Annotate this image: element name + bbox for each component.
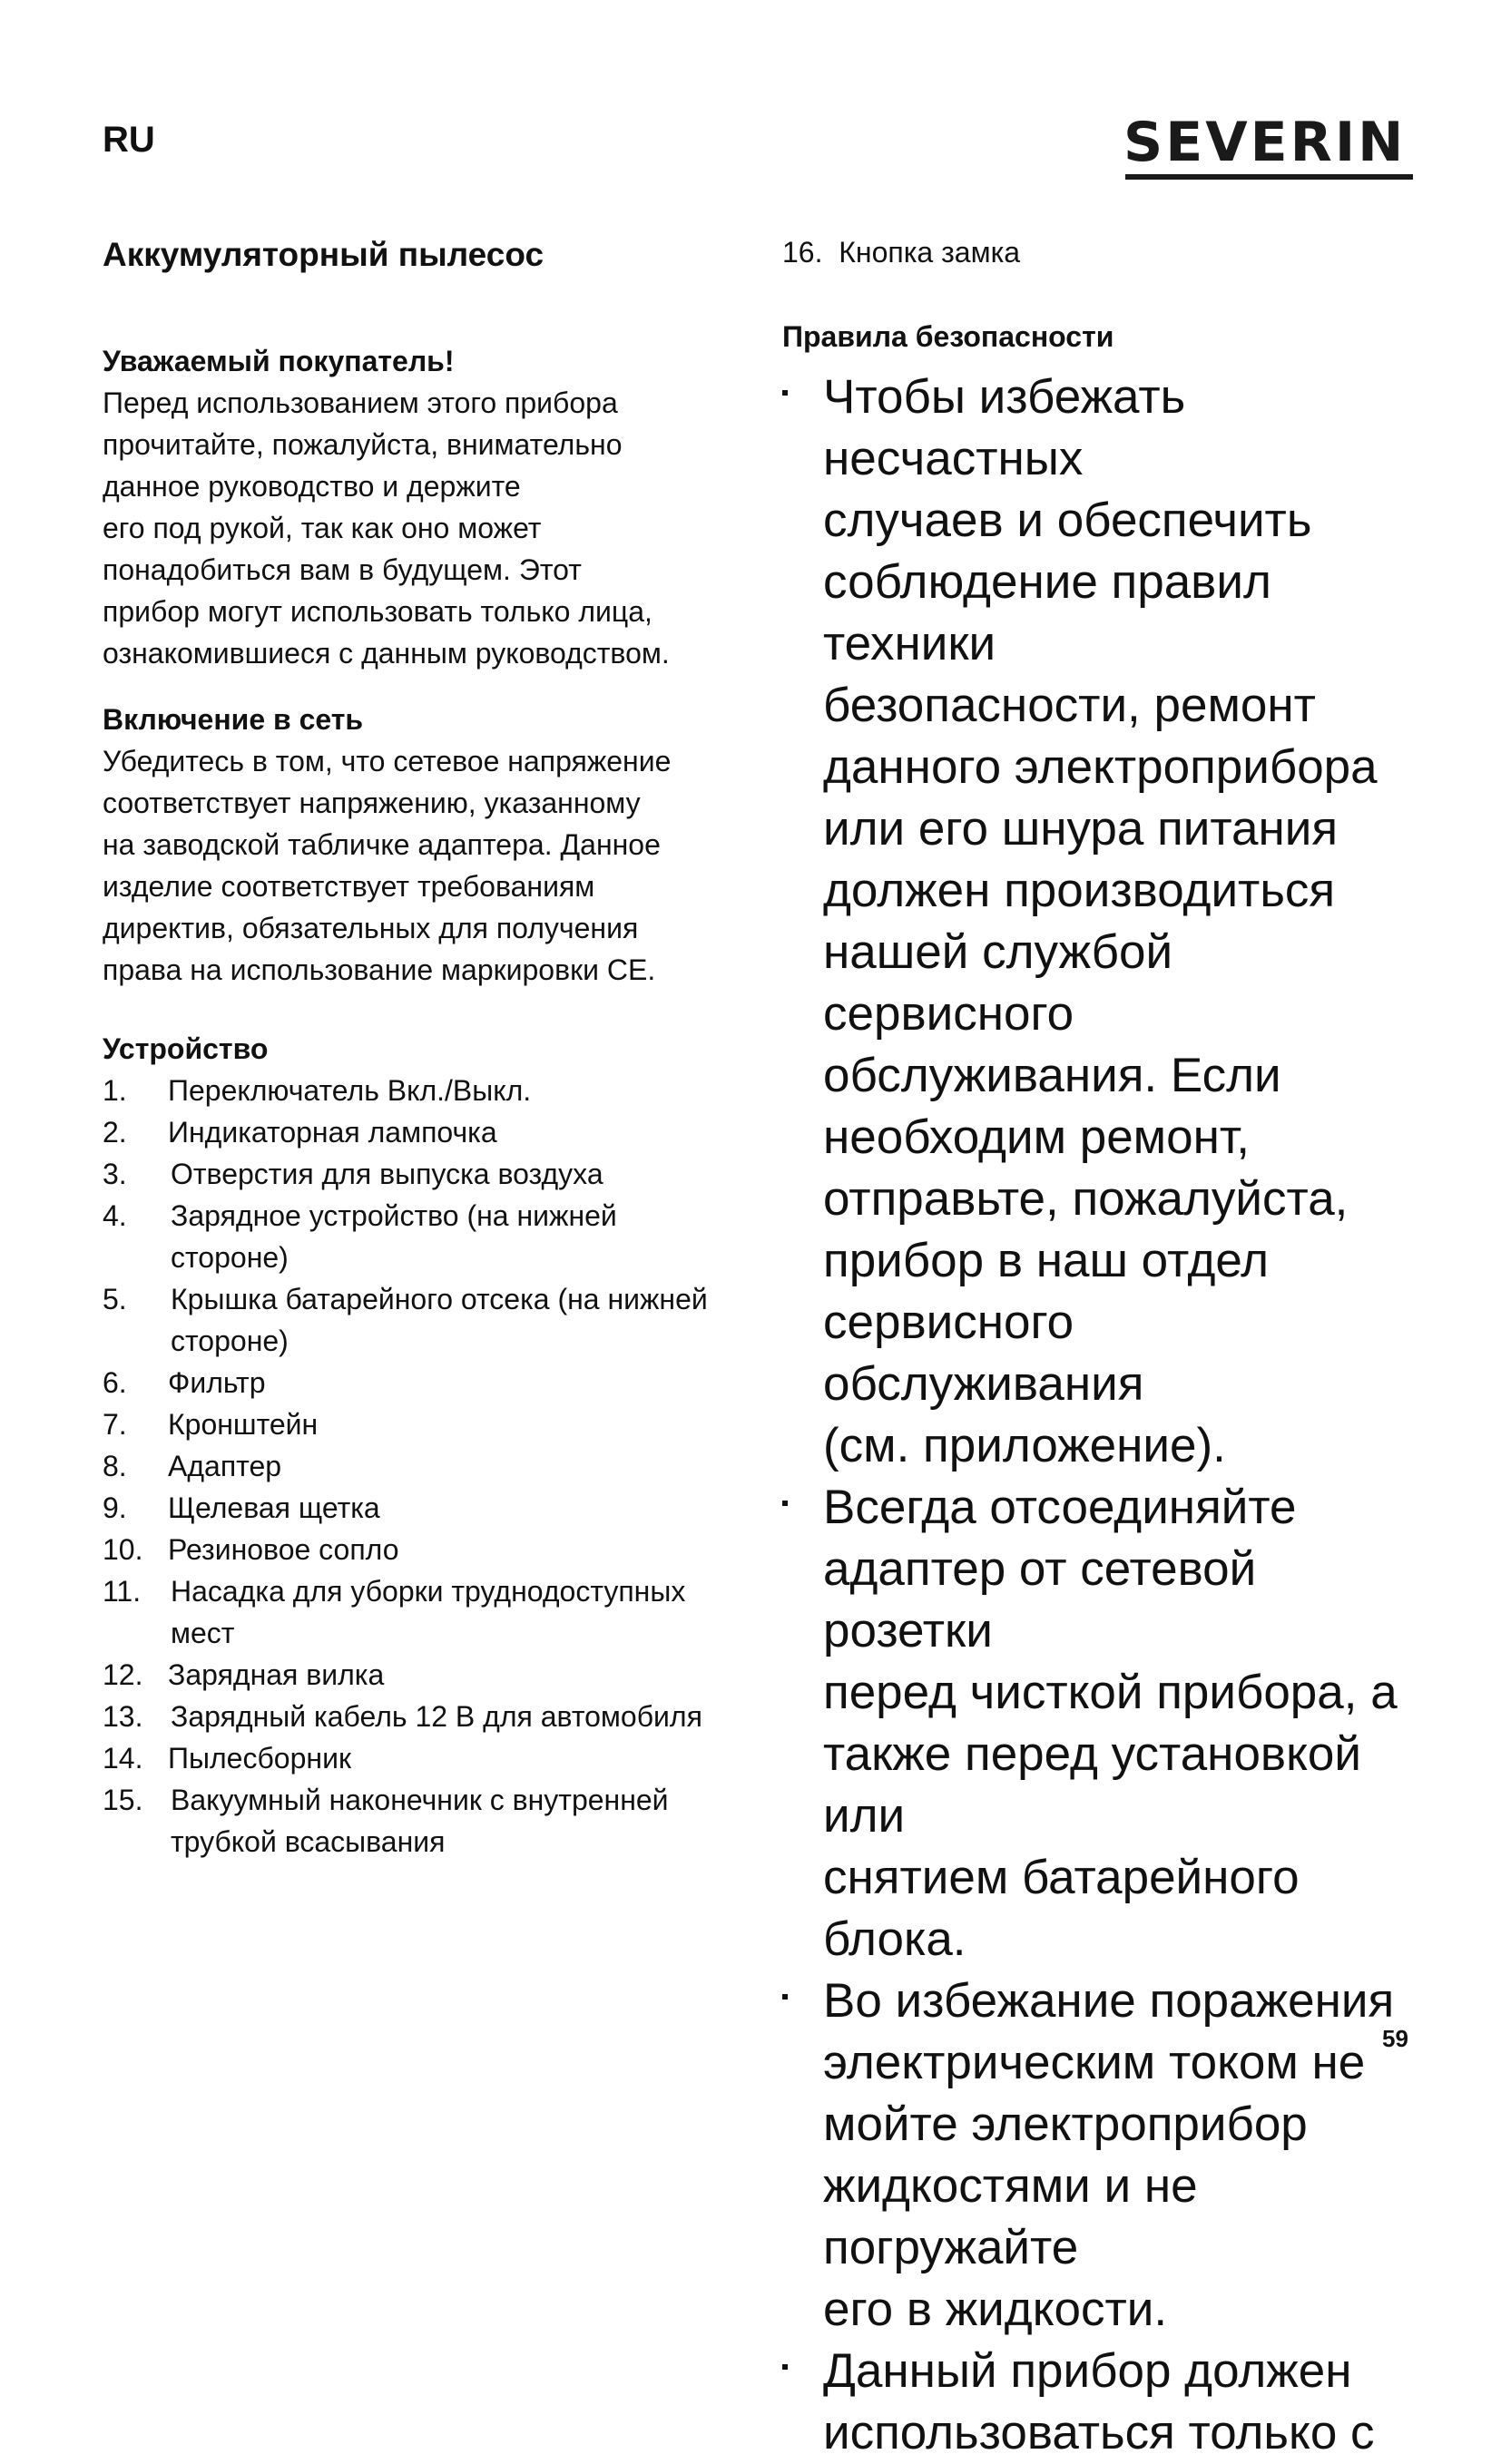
list-item bbox=[103, 1737, 738, 1779]
part-label: Пылесборник bbox=[168, 1742, 351, 1775]
part-number: 3. bbox=[103, 1158, 127, 1190]
list-item bbox=[103, 1195, 738, 1278]
part-number: 7. bbox=[103, 1408, 127, 1441]
power-title: Включение в сеть bbox=[103, 703, 364, 736]
safety-item bbox=[782, 1477, 1399, 1970]
part-label: Щелевая щетка bbox=[168, 1491, 380, 1524]
language-code: RU bbox=[103, 120, 155, 160]
part-label: Кронштейн bbox=[168, 1408, 319, 1441]
list-item bbox=[103, 1654, 738, 1696]
part-number: 14. bbox=[103, 1742, 143, 1775]
part-number: 13. bbox=[103, 1700, 143, 1733]
part-label: Вакуумный наконечник с внутренней трубкой всасывания bbox=[171, 1784, 669, 1858]
part-number: 10. bbox=[103, 1533, 143, 1566]
power-section bbox=[103, 699, 738, 991]
part-label: Фильтр bbox=[168, 1366, 266, 1399]
bullet-icon bbox=[782, 1501, 788, 1506]
part-label: Зарядное устройство (на нижней стороне) bbox=[171, 1199, 617, 1274]
part-number: 4. bbox=[103, 1199, 127, 1232]
safety-text: Во избежание поражения электрическим током не мойте электроприбор жидкостями и не погружайте его в жидкости. bbox=[823, 1974, 1395, 2336]
safety-list bbox=[782, 367, 1399, 2464]
part-label: Зарядная вилка bbox=[168, 1658, 385, 1691]
list-item bbox=[103, 1070, 738, 1111]
list-item bbox=[782, 231, 1399, 273]
safety-text: Всегда отсоединяйте адаптер от сетевой розетки перед чисткой прибора, а также перед установкой или снятием батарейного блока. bbox=[823, 1481, 1398, 1966]
part-number: 6. bbox=[103, 1366, 127, 1399]
part-label: Зарядный кабель 12 В для автомобиля bbox=[171, 1700, 702, 1733]
part-label: Резиновое сопло bbox=[168, 1533, 399, 1566]
list-item bbox=[103, 1529, 738, 1570]
greeting-section bbox=[103, 340, 738, 674]
part-number: 16. bbox=[782, 236, 823, 269]
part-number: 15. bbox=[103, 1784, 143, 1816]
safety-text: Чтобы избежать несчастных случаев и обеспечить соблюдение правил техники безопасности, ремонт данного электроприбора или его шнура питания должен производиться нашей службой сервисного обслуживания. Если необходим ремонт, отправьте, пожалуйста, прибор в наш отдел сервисного обслуживания (см. приложение). bbox=[823, 370, 1378, 1472]
safety-text: Данный прибор должен использоваться только с bbox=[823, 2344, 1375, 2459]
list-item bbox=[103, 1570, 738, 1654]
part-label: Адаптер bbox=[168, 1450, 282, 1482]
part-label: Крышка батарейного отсека (на нижней стороне) bbox=[171, 1283, 708, 1357]
part-label: Отверстия для выпуска воздуха bbox=[171, 1158, 603, 1190]
list-item bbox=[103, 1278, 738, 1362]
device-title: Устройство bbox=[103, 1032, 269, 1065]
bullet-icon bbox=[782, 2364, 788, 2370]
part-number: 11. bbox=[103, 1575, 142, 1608]
brand-logo: SEVERIN bbox=[1123, 111, 1407, 174]
part-label: Индикаторная лампочка bbox=[168, 1116, 497, 1149]
list-item bbox=[103, 1362, 738, 1403]
right-column bbox=[782, 231, 1399, 2464]
list-item bbox=[103, 1403, 738, 1445]
part-number: 2. bbox=[103, 1116, 127, 1149]
part-number: 1. bbox=[103, 1074, 127, 1107]
part-label: Насадка для уборки труднодоступных мест bbox=[171, 1575, 686, 1649]
part-number: 9. bbox=[103, 1491, 127, 1524]
list-item bbox=[103, 1153, 738, 1195]
bullet-icon bbox=[782, 1994, 788, 2000]
device-section bbox=[103, 1028, 738, 1863]
part-label: Переключатель Вкл./Выкл. bbox=[168, 1074, 532, 1107]
part-number: 5. bbox=[103, 1283, 127, 1315]
parts-list bbox=[103, 1070, 738, 1863]
safety-item bbox=[782, 2341, 1399, 2464]
safety-item bbox=[782, 1970, 1399, 2341]
safety-item bbox=[782, 367, 1399, 1477]
safety-title: Правила безопасности bbox=[782, 320, 1114, 353]
page-number: 59 bbox=[1382, 2025, 1408, 2052]
part-number: 12. bbox=[103, 1658, 143, 1691]
document-title: Аккумуляторный пылесос bbox=[103, 236, 544, 273]
greeting-title: Уважаемый покупатель! bbox=[103, 345, 455, 377]
list-item bbox=[103, 1111, 738, 1153]
list-item bbox=[103, 1445, 738, 1487]
list-item bbox=[103, 1779, 738, 1863]
list-item bbox=[103, 1487, 738, 1529]
left-column bbox=[103, 231, 738, 1863]
greeting-body: Перед использованием этого прибора прочитайте, пожалуйста, внимательно данное руководство и держите его под рукой, так как оно может понадобиться вам в будущем. Этот прибор могут использовать только лица, ознакомившиеся с данным руководством. bbox=[103, 386, 670, 670]
brand-logo-underline bbox=[1125, 174, 1413, 180]
part-number: 8. bbox=[103, 1450, 127, 1482]
bullet-icon bbox=[782, 390, 788, 396]
power-body: Убедитесь в том, что сетевое напряжение соответствует напряжению, указанному на заводской табличке адаптера. Данное изделие соответствует требованиям директив, обязательных для получения права на использование маркировки CE. bbox=[103, 745, 672, 986]
list-item bbox=[103, 1696, 738, 1737]
part-label: Кнопка замка bbox=[839, 236, 1021, 269]
